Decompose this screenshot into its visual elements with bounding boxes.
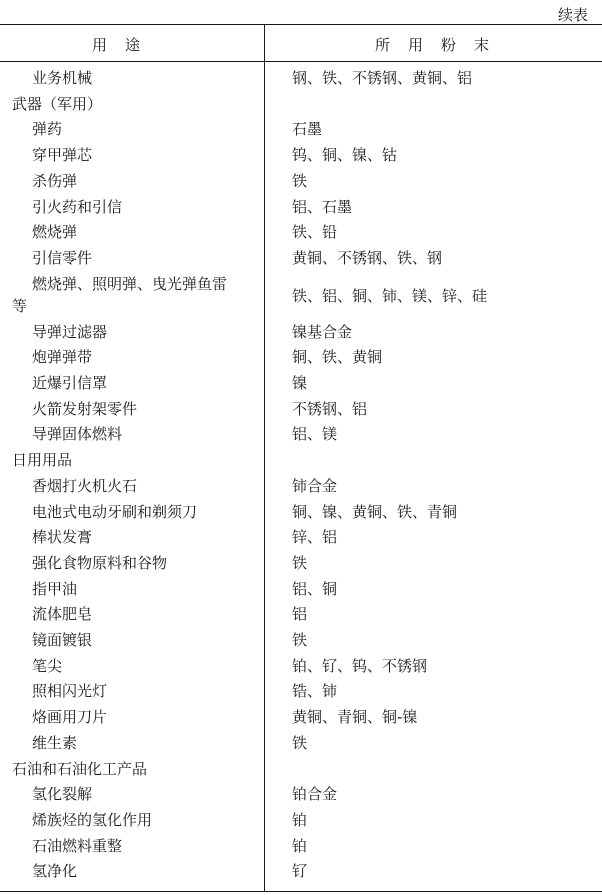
table-row	[0, 857, 602, 882]
table-row	[0, 90, 602, 115]
table-row	[0, 780, 602, 805]
powder-cell: 锆、铈	[292, 682, 338, 701]
table-caption: 续表	[557, 6, 588, 24]
use-cell: 强化食物原料和谷物	[32, 553, 168, 572]
use-cell: 弹药	[32, 120, 63, 139]
use-cell: 火箭发射架零件	[32, 399, 138, 418]
use-cell: 引信零件	[32, 248, 93, 267]
powder-cell: 镍	[292, 374, 308, 392]
table-row	[0, 626, 602, 651]
powder-cell: 铁、铝、铜、铈、镁、锌、硅	[292, 286, 488, 305]
category-label: 石油和石油化工产品	[12, 759, 148, 778]
table-row	[0, 218, 602, 243]
powder-cell: 铂、钌、钨、不锈钢	[292, 656, 428, 675]
use-cell: 烙画用刀片	[32, 708, 108, 727]
table-row	[0, 420, 602, 445]
powder-cell: 铁	[292, 553, 308, 572]
table-row	[0, 193, 602, 218]
use-cell: 穿甲弹芯	[32, 146, 93, 165]
powder-cell: 铝、镁	[292, 425, 338, 444]
powder-cell: 黄铜、不锈钢、铁、钢	[292, 248, 443, 267]
table-row	[0, 677, 602, 702]
powder-cell: 铁	[292, 631, 308, 649]
table-row	[0, 141, 602, 166]
top-rule	[0, 24, 602, 25]
table-row	[0, 652, 602, 677]
use-cell: 指甲油	[32, 579, 78, 598]
header-rule	[0, 61, 602, 62]
powder-cell: 镍基合金	[292, 322, 353, 341]
table-row	[0, 600, 602, 625]
powder-cell: 铁	[292, 171, 308, 190]
powder-usage-table	[0, 24, 602, 892]
table-row	[0, 64, 602, 89]
use-cell: 导弹过滤器	[32, 322, 108, 341]
use-cell: 业务机械	[32, 69, 93, 87]
table-row	[0, 729, 602, 754]
table-row	[0, 472, 602, 497]
powder-cell: 铂	[292, 810, 308, 829]
use-cell: 笔尖	[32, 656, 63, 675]
table-row	[0, 244, 602, 269]
use-cell: 石油燃料重整	[32, 836, 123, 855]
use-cell: 燃烧弹、照明弹、曳光弹鱼雷	[32, 274, 228, 293]
table-row	[0, 523, 602, 548]
table-row	[0, 498, 602, 523]
header-powder: 所用粉末	[375, 36, 508, 54]
use-cell: 引火药和引信	[32, 197, 123, 216]
use-cell: 氢化裂解	[32, 785, 93, 804]
use-cell: 导弹固体燃料	[32, 425, 123, 444]
table-row	[0, 395, 602, 420]
table-row	[0, 832, 602, 857]
powder-cell: 石墨	[292, 120, 323, 139]
powder-cell: 铈合金	[292, 476, 338, 495]
table-row	[0, 369, 602, 394]
powder-cell: 铂	[292, 836, 308, 855]
use-cell: 棒状发膏	[32, 528, 93, 547]
use-cell: 电池式电动牙刷和剃须刀	[32, 502, 198, 521]
category-label: 武器（军用）	[12, 94, 103, 113]
powder-cell: 铜、镍、黄铜、铁、青铜	[292, 502, 458, 521]
use-cell: 流体肥皂	[32, 605, 93, 624]
table-row	[0, 343, 602, 368]
table-row	[0, 703, 602, 728]
powder-cell: 铁	[292, 733, 308, 752]
powder-cell: 锌、铝	[292, 528, 338, 547]
powder-cell: 不锈钢、铝	[292, 399, 368, 418]
powder-cell: 铝、石墨	[292, 197, 353, 216]
powder-cell: 铝	[292, 605, 308, 624]
use-cell: 燃烧弹	[32, 223, 78, 242]
use-cell: 维生素	[32, 733, 78, 752]
use-cell: 香烟打火机火石	[32, 476, 138, 495]
use-cell: 炮弹弹带	[32, 348, 93, 367]
use-cell-continuation: 等	[12, 296, 28, 315]
powder-cell: 钨、铜、镍、钴	[292, 146, 398, 165]
powder-cell: 铁、铅	[292, 223, 338, 242]
category-label: 日用用品	[12, 451, 73, 470]
use-cell: 近爆引信罩	[32, 374, 108, 392]
table-row	[0, 115, 602, 140]
bottom-rule	[0, 891, 602, 892]
table-row	[0, 318, 602, 343]
powder-cell: 黄铜、青铜、铜-镍	[292, 708, 418, 727]
table-row	[0, 270, 602, 318]
table-row	[0, 549, 602, 574]
use-cell: 镜面镀银	[32, 631, 93, 649]
table-row	[0, 755, 602, 780]
powder-cell: 钌	[292, 862, 308, 881]
table-row	[0, 167, 602, 192]
table-row	[0, 446, 602, 471]
table-row	[0, 806, 602, 831]
powder-cell: 铜、铁、黄铜	[292, 348, 383, 367]
use-cell: 烯族烃的氢化作用	[32, 810, 153, 829]
powder-cell: 铂合金	[292, 785, 338, 804]
use-cell: 氢净化	[32, 862, 78, 881]
use-cell: 杀伤弹	[32, 171, 78, 190]
powder-cell: 钢、铁、不锈钢、黄铜、铝	[292, 69, 473, 87]
powder-cell: 铝、铜	[292, 579, 338, 598]
use-cell: 照相闪光灯	[32, 682, 108, 701]
header-use: 用途	[92, 36, 159, 54]
table-row	[0, 575, 602, 600]
